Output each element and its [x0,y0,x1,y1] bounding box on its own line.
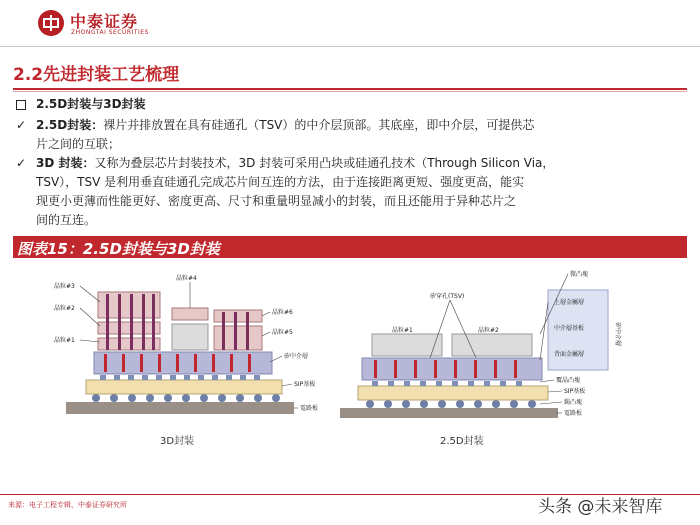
bullet-label-3d: 3D 封装： [36,156,95,170]
label-die1-3d: 晶粒#1 [54,337,75,344]
caption-3d: 3D封装 [160,436,195,447]
label-board-2-5d: 電路板 [564,410,583,417]
source-note: 来源：电子工程专辑，中泰证券研究所 [8,501,127,509]
label-die2-2-5d: 晶粒#2 [478,327,499,334]
bullet-text-3d-cont2: 现更小更薄而性能更好、密度更高、尺寸和重量明显减小的封装，而且还能用于异种芯片之 [36,194,517,208]
section-title: 2.2先进封装工艺梳理 [13,65,180,85]
bullet-text-3d: 又称为叠层芯片封装技术，3D 封装可采用凸块或硅通孔技术（Through Silicon Via， [94,156,555,170]
label-top-metal: 上層金屬層 [554,299,585,306]
label-tsv-2-5d: 矽穿孔(TSV) [430,293,465,300]
bullet-list [16,95,686,230]
sip-substrate-3d [86,380,282,394]
label-die4-3d: 晶粒#4 [176,275,197,282]
label-board-3d: 電路板 [300,405,319,412]
bullet-item-3d [16,154,686,173]
die-4-3d [172,308,208,320]
diagram-3d [54,274,318,414]
diagram-2-5d [340,270,622,418]
board-3d [66,402,294,414]
solder-balls-3d [92,394,280,402]
label-interposer-3d: 矽中介層 [284,353,309,360]
checkmark-icon: ✓ [16,118,27,132]
label-micro-bump: 微凸塊 [570,271,589,278]
die-4-base [172,324,208,350]
brand-logo-icon [38,10,64,36]
watermark: 头条 @未来智库 [538,497,663,517]
bullet-text-2-5d: 裸片并排放置在具有硅通孔（TSV）的中介层顶部。其底座，即中介层，可提供芯 [103,118,535,132]
figure-diagrams [0,262,700,462]
label-die6-3d: 晶粒#6 [272,309,293,316]
bullet-text-3d-cont1: TSV），TSV 是利用垂直硅通孔完成芯片间互连的方法，由于连接距离更短、强度更高，能实 [36,175,525,189]
die-1-2-5d [372,334,442,356]
label-sip-2-5d: SIP基板 [564,388,586,395]
die-2-2-5d [452,334,532,356]
label-solder: 錫凸塊 [564,399,583,406]
label-sip-3d: SIP基板 [294,381,316,388]
title-underline [13,88,687,90]
header-divider [0,46,700,47]
label-die3-3d: 晶粒#3 [54,283,75,290]
brand-name-cn: 中泰证券 [70,12,139,31]
figure-title: 图表15：2.5D封装与3D封装 [17,240,220,258]
die-5-3d [214,326,262,350]
checkmark-icon: ✓ [16,156,27,170]
bullet-heading-row [16,95,686,116]
flip-bumps-2-5d [372,381,522,386]
label-bottom-metal: 背面金屬層 [554,351,585,358]
label-flip-bump: 覆晶凸塊 [556,377,581,384]
bullet-text-3d-cont3: 间的互连。 [36,213,97,227]
bullet-text-2-5d-cont: 片之间的互联； [36,137,121,151]
brand-name-en: ZHONGTAI SECURITIES [71,29,149,36]
label-die5-3d: 晶粒#5 [272,329,293,336]
title-underline-thin [13,91,687,92]
caption-2-5d: 2.5D封装 [440,436,484,447]
sip-substrate-2-5d [358,386,548,400]
page-header [0,0,700,46]
bullet-heading: 2.5D封装与3D封装 [36,97,146,111]
bullet-item-2-5d [16,116,686,135]
die-6-3d [214,310,262,322]
interposer-3d [94,352,272,374]
label-side-note: 矽中介層 [614,322,621,347]
bullet-label-2-5d: 2.5D封装： [36,118,104,132]
label-die1-2-5d: 晶粒#1 [392,327,413,334]
bumps-3d [100,375,260,380]
solder-balls-2-5d [366,400,536,408]
package-diagrams-svg [0,262,700,462]
label-mid-metal: 中介層基板 [554,325,585,332]
board-2-5d [340,408,558,418]
square-bullet-icon [16,95,36,116]
label-die2-3d: 晶粒#2 [54,305,75,312]
